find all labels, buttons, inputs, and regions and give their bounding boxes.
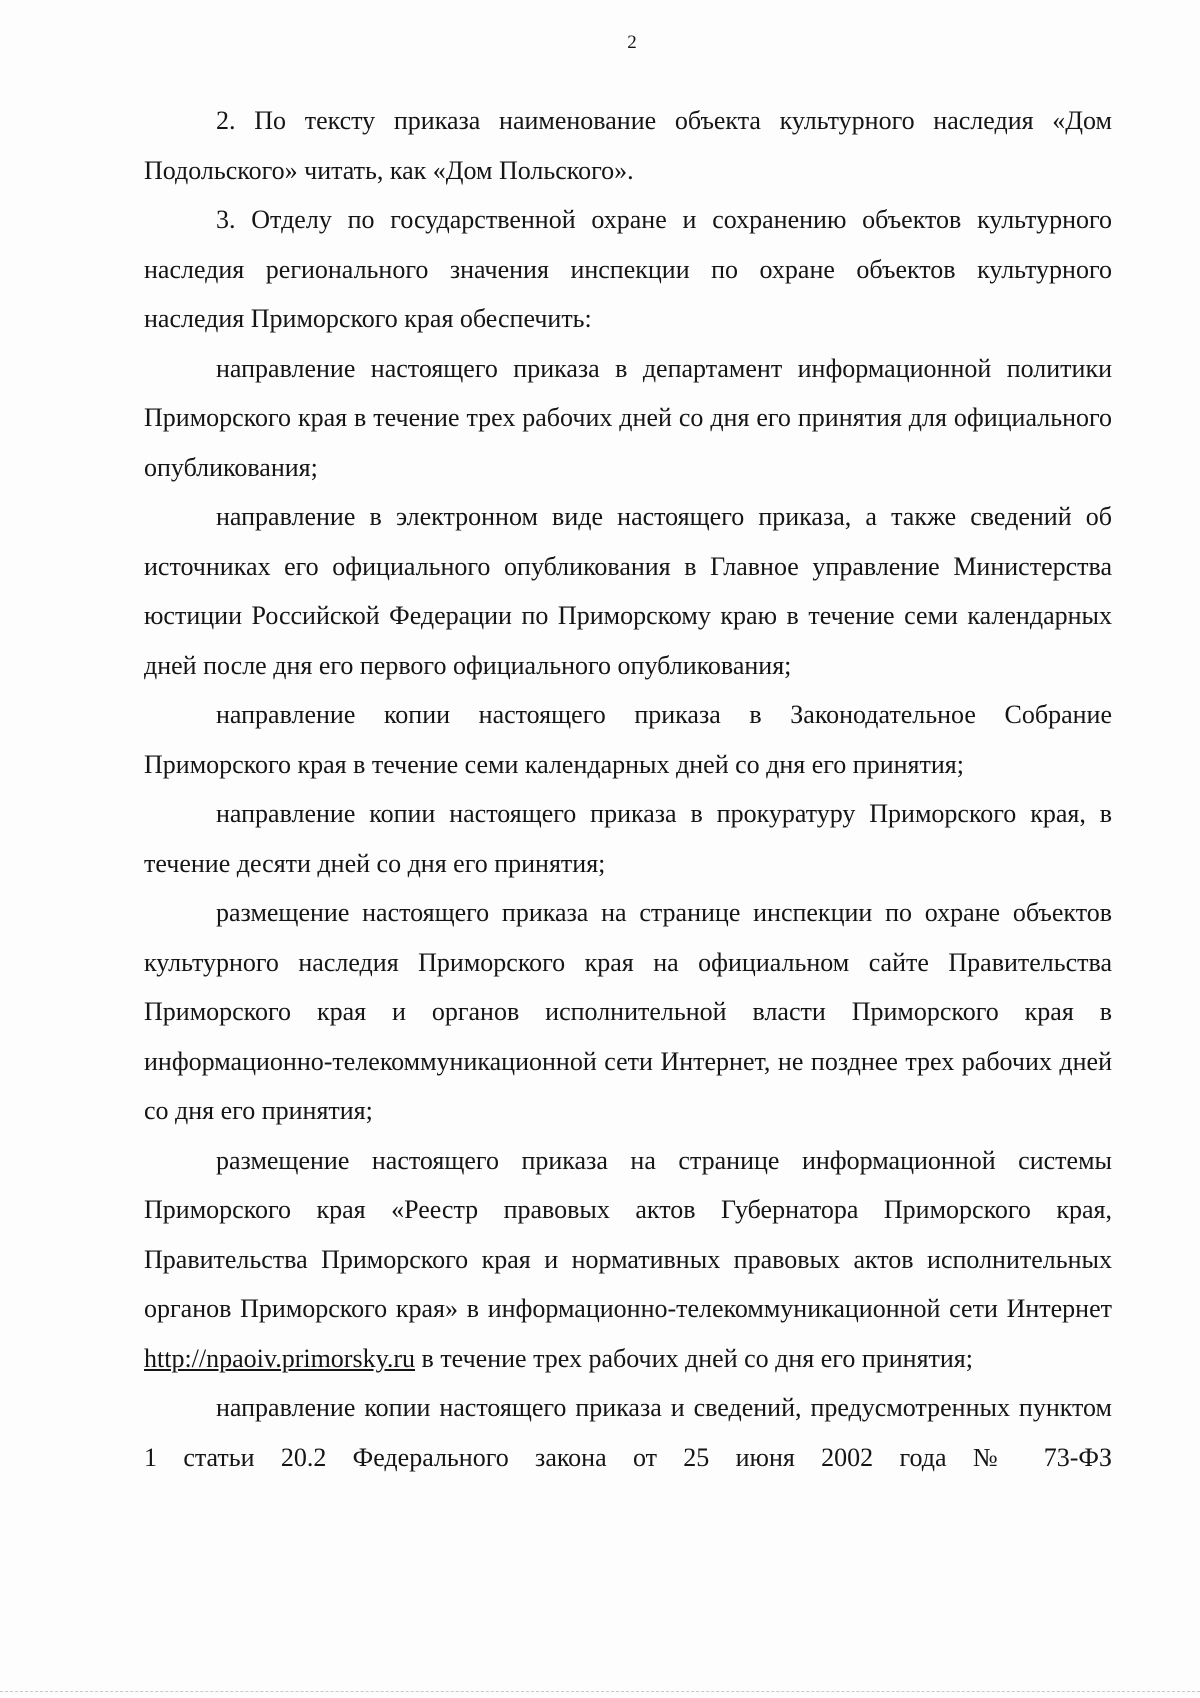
paragraph-registry-system — [144, 1136, 1112, 1384]
paragraph-prosecutor: направление копии настоящего приказа в прокуратуру Приморского края, в течение десяти дней со дня его принятия; — [144, 799, 1112, 878]
page-number: 2 — [627, 32, 637, 53]
paragraph-item-2: 2. По тексту приказа наименование объекта культурного наследия «Дом Подольского» читать, как «Дом Польского». — [144, 106, 1112, 185]
page-bottom-edge — [0, 1691, 1200, 1692]
paragraph-ministry-of-justice: направление в электронном виде настоящего приказа, а также сведений об источниках его официального опубликования в Главное управление Министерства юстиции Российской Федерации по Приморскому краю в течение семи календарных дней после дня его первого официального опубликования; — [144, 502, 1112, 680]
paragraph-inspection-website: размещение настоящего приказа на странице инспекции по охране объектов культурного наследия Приморского края на официальном сайте Правительства Приморского края и органов исполнительной власти Приморского края в информационно-телекоммуникационной сети Интернет, не позднее трех рабочих дней со дня его принятия; — [144, 898, 1112, 1125]
paragraph-item-3: 3. Отделу по государственной охране и сохранению объектов культурного наследия регионального значения инспекции по охране объектов культурного наследия Приморского края обеспечить: — [144, 205, 1112, 333]
paragraph-legislative-assembly: направление копии настоящего приказа в Законодательное Собрание Приморского края в течение семи календарных дней со дня его принятия; — [144, 700, 1112, 779]
registry-link[interactable]: http://npaoiv.primorsky.ru — [144, 1343, 416, 1373]
document-body — [144, 96, 1112, 1482]
paragraph-federal-law: направление копии настоящего приказа и сведений, предусмотренных пунктом 1 статьи 20.2 Федерального закона от 25 июня 2002 года № 73-ФЗ — [144, 1393, 1112, 1472]
paragraph-registry-text-before: размещение настоящего приказа на странице информационной системы Приморского края «Реестр правовых актов Губернатора Приморского края, Правительства Приморского края и нормативных правовых актов исполнительных органов Приморского края» в информационно-телекоммуникационной сети Интернет — [144, 1145, 1112, 1323]
paragraph-registry-text-after: в течение трех рабочих дней со дня его принятия; — [415, 1343, 973, 1373]
paragraph-press-release: направление настоящего приказа в департамент информационной политики Приморского края в течение трех рабочих дней со дня его принятия для официального опубликования; — [144, 353, 1112, 482]
